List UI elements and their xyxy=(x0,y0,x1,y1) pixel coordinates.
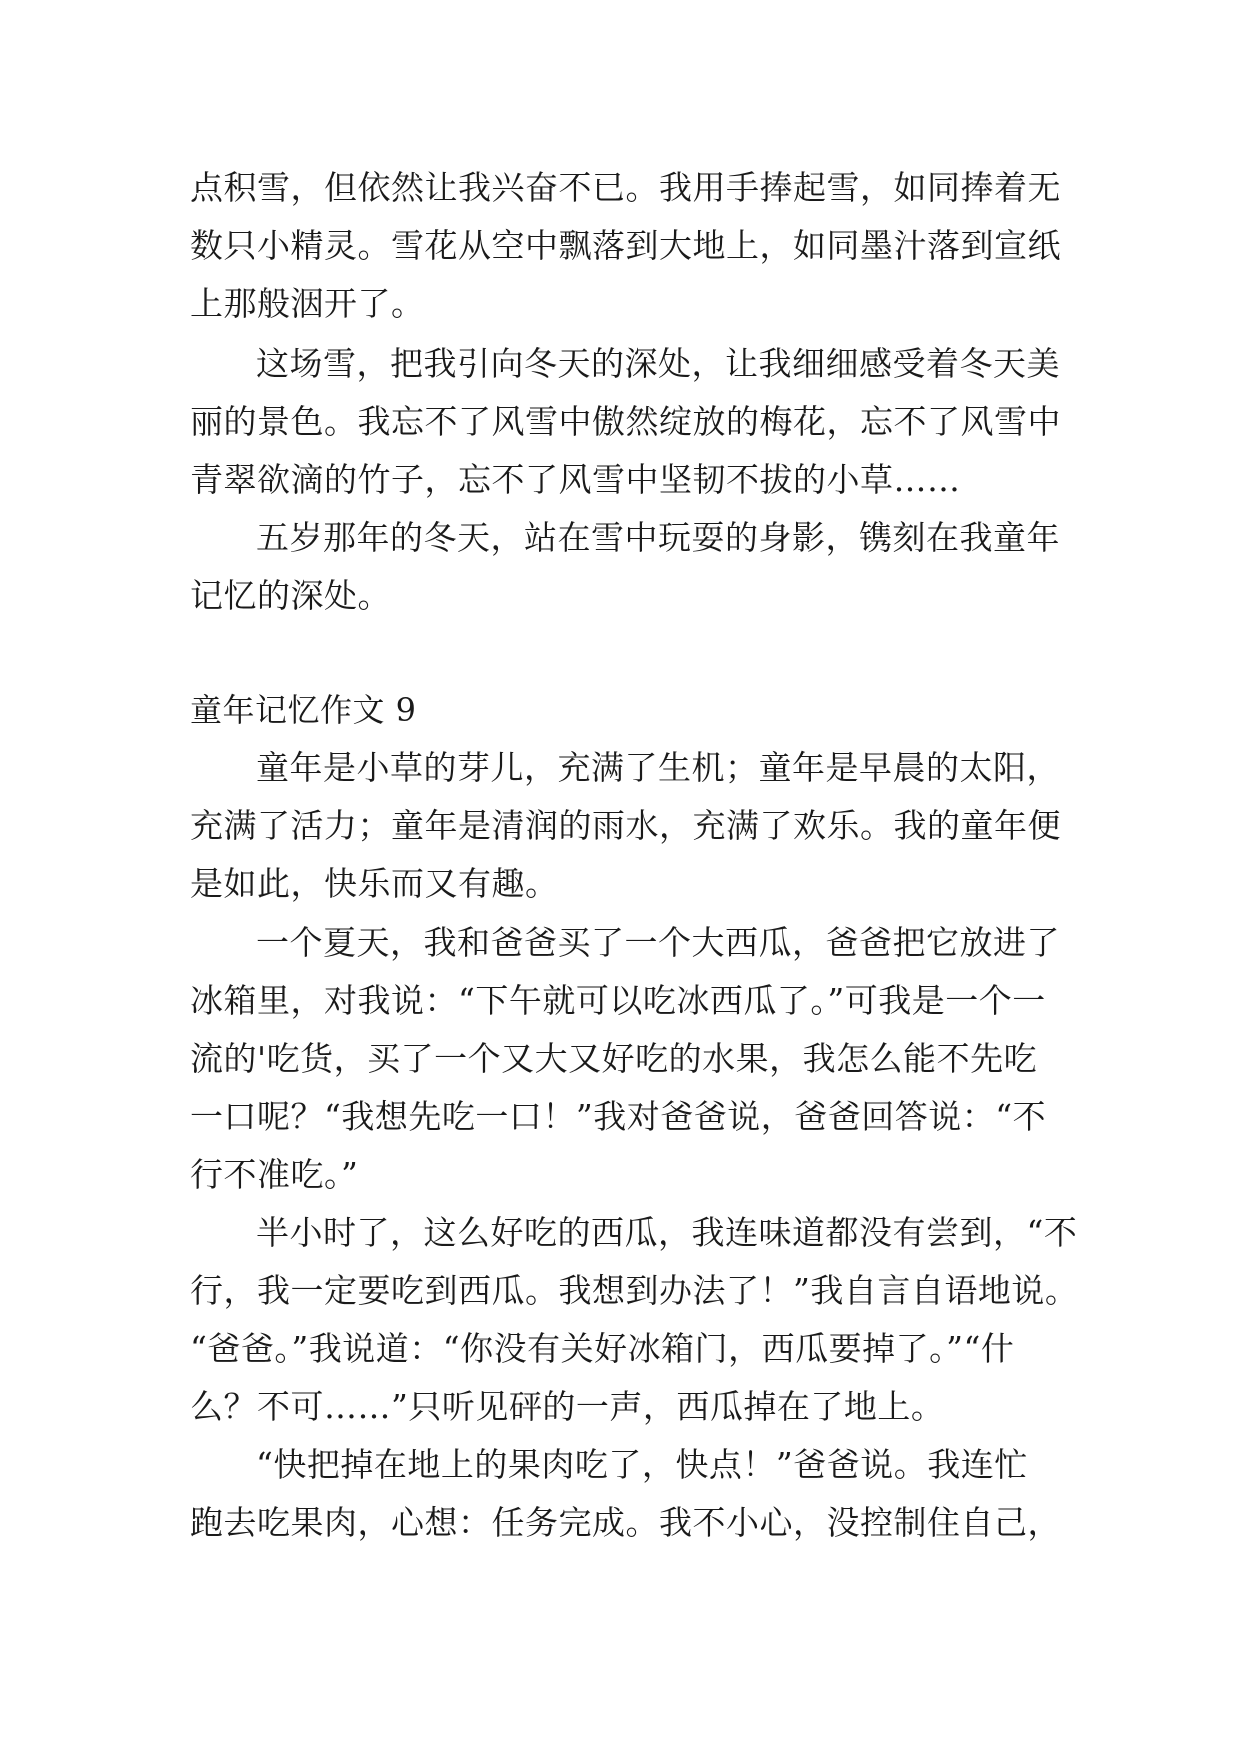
paragraph-line: 流的'吃货，买了一个又大又好吃的水果，我怎么能不先吃 xyxy=(190,1039,1038,1078)
paragraph-line: 童年是小草的芽儿，充满了生机；童年是早晨的太阳， xyxy=(256,748,1060,787)
paragraph-line: 充满了活力；童年是清润的雨水，充满了欢乐。我的童年便 xyxy=(190,806,1061,845)
paragraph-line: 数只小精灵。雪花从空中飘落到大地上，如同墨汁落到宣纸 xyxy=(190,226,1061,265)
paragraph-line: 行不准吃。” xyxy=(190,1155,359,1194)
paragraph-line: 行，我一定要吃到西瓜。我想到办法了！”我自言自语地说。 xyxy=(190,1271,1079,1310)
paragraph-line: 冰箱里，对我说：“下午就可以吃冰西瓜了。”可我是一个一 xyxy=(190,981,1046,1020)
paragraph-line: 点积雪，但依然让我兴奋不已。我用手捧起雪，如同捧着无 xyxy=(190,168,1061,207)
paragraph-line: 一个夏天，我和爸爸买了一个大西瓜，爸爸把它放进了 xyxy=(256,923,1060,962)
paragraph-line: 这场雪，把我引向冬天的深处，让我细细感受着冬天美 xyxy=(256,344,1060,383)
paragraph-line: 记忆的深处。 xyxy=(190,576,391,615)
paragraph-line: 丽的景色。我忘不了风雪中傲然绽放的梅花，忘不了风雪中 xyxy=(190,402,1061,441)
paragraph-line: 跑去吃果肉，心想：任务完成。我不小心，没控制住自己， xyxy=(190,1503,1061,1542)
paragraph-line: 么？不可……”只听见砰的一声，西瓜掉在了地上。 xyxy=(190,1387,945,1426)
paragraph-line: “爸爸。”我说道：“你没有关好冰箱门，西瓜要掉了。”“什 xyxy=(190,1329,1015,1368)
paragraph-line: “快把掉在地上的果肉吃了，快点！”爸爸说。我连忙 xyxy=(256,1445,1028,1484)
paragraph-line: 半小时了，这么好吃的西瓜，我连味道都没有尝到，“不 xyxy=(256,1213,1078,1252)
paragraph-line: 五岁那年的冬天，站在雪中玩耍的身影，镌刻在我童年 xyxy=(256,518,1060,557)
section-heading: 童年记忆作文 9 xyxy=(190,691,417,729)
paragraph-line: 一口呢？“我想先吃一口！”我对爸爸说，爸爸回答说：“不 xyxy=(190,1097,1047,1136)
paragraph-line: 是如此，快乐而又有趣。 xyxy=(190,864,559,903)
paragraph-line: 青翠欲滴的竹子，忘不了风雪中坚韧不拔的小草…… xyxy=(190,460,961,499)
paragraph-line: 上那般洇开了。 xyxy=(190,284,425,323)
